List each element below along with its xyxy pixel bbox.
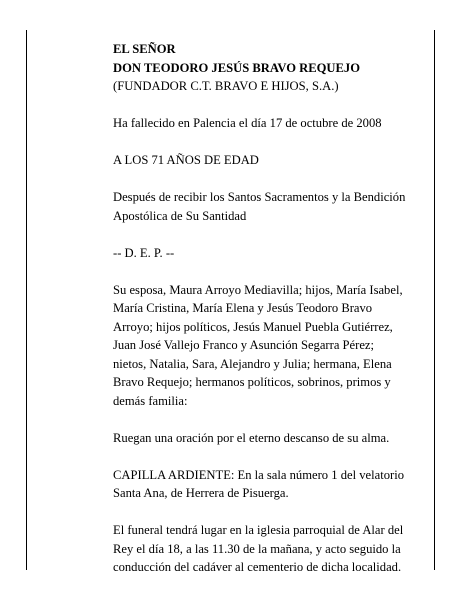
obituary-text xyxy=(113,40,408,595)
header-subtitle: (FUNDADOR C.T. BRAVO E HIJOS, S.A.) xyxy=(113,79,339,93)
funeral-paragraph: El funeral tendrá lugar en la iglesia parroquial de Alar del Rey el día 18, a las 11.30 de la mañana, y acto seguido la conducción del cadáver al cementerio de dicha localidad. xyxy=(113,523,404,574)
family-paragraph: Su esposa, Maura Arroyo Mediavilla; hijos, María Isabel, María Cristina, María Elena y Jesús Teodoro Bravo Arroyo; hijos políticos, Jesús Manuel Puebla Gutiérrez, Juan José Vallejo Franco y Asunción Segarra Pérez; nietos, Natalia, Sara, Alejandro y Julia; hermana, Elena Bravo Requejo; hermanos políticos, sobrinos, primos y demás familia: xyxy=(113,282,403,408)
rip-line: -- D. E. P. -- xyxy=(113,245,175,260)
death-notice: Ha fallecido en Palencia el día 17 de octubre de 2008 xyxy=(113,116,382,130)
age-line: A LOS 71 AÑOS DE EDAD xyxy=(113,153,259,167)
header-name: DON TEODORO JESÚS BRAVO REQUEJO xyxy=(113,60,361,75)
prayer-line: Ruegan una oración por el eterno descanso de su alma. xyxy=(113,430,390,445)
left-border-line xyxy=(26,30,27,570)
right-border-line xyxy=(434,30,435,570)
header-title: EL SEÑOR xyxy=(113,42,176,56)
chapel-paragraph: CAPILLA ARDIENTE: En la sala número 1 del velatorio Santa Ana, de Herrera de Pisuerga. xyxy=(113,467,404,500)
sacraments-line: Después de recibir los Santos Sacramentos y la Bendición Apostólica de Su Santidad xyxy=(113,190,406,223)
